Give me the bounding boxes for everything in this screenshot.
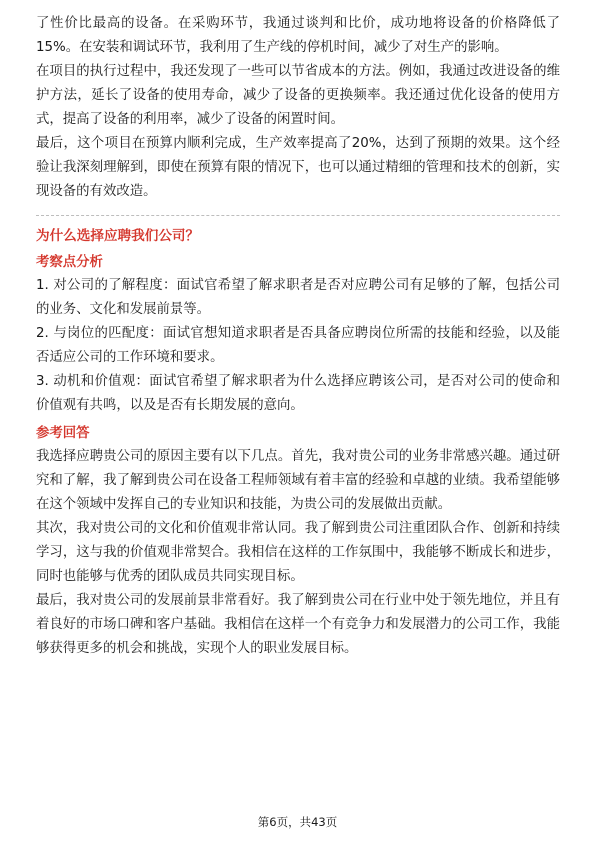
section-divider bbox=[36, 215, 560, 216]
page-footer: 第6页，共43页 bbox=[257, 815, 338, 829]
answer-paragraph-1: 我选择应聘贵公司的原因主要有以下几点。首先，我对贵公司的业务非常感兴趣。通过研究和了解，我了解到贵公司在设备工程师领域有着丰富的经验和卓越的业绩。我希望能够在这个领域中发挥自己的专业知识和技能，为贵公司的发展做出贡献。 bbox=[36, 449, 560, 512]
answer-heading: 参考回答 bbox=[36, 426, 90, 441]
analysis-heading: 考察点分析 bbox=[36, 255, 103, 270]
answer-paragraph-2: 其次，我对贵公司的文化和价值观非常认同。我了解到贵公司注重团队合作、创新和持续学习，这与我的价值观非常契合。我相信在这样的工作氛围中，我能够不断成长和进步，同时也能够与优秀的团队成员共同实现目标。 bbox=[36, 521, 560, 584]
analysis-item-3: 3. 动机和价值观：面试官希望了解求职者为什么选择应聘该公司，是否对公司的使命和价值观有共鸣，以及是否有长期发展的意向。 bbox=[36, 374, 560, 413]
intro-paragraph-3: 最后，这个项目在预算内顺利完成，生产效率提高了20%，达到了预期的效果。这个经验让我深刻理解到，即使在预算有限的情况下，也可以通过精细的管理和技术的创新，实现设备的有效改造。 bbox=[36, 136, 560, 199]
analysis-item-2: 2. 与岗位的匹配度：面试官想知道求职者是否具备应聘岗位所需的技能和经验，以及能否适应公司的工作环境和要求。 bbox=[36, 326, 560, 365]
answer-paragraph-3: 最后，我对贵公司的发展前景非常看好。我了解到贵公司在行业中处于领先地位，并且有着良好的市场口碑和客户基础。我相信在这样一个有竞争力和发展潜力的公司工作，我能够获得更多的机会和挑战，实现个人的职业发展目标。 bbox=[36, 593, 560, 656]
question-title: 为什么选择应聘我们公司？ bbox=[36, 228, 200, 244]
page-content bbox=[36, 12, 560, 661]
analysis-item-1: 1. 对公司的了解程度：面试官希望了解求职者是否对应聘公司有足够的了解，包括公司的业务、文化和发展前景等。 bbox=[36, 278, 560, 317]
intro-paragraph-2: 在项目的执行过程中，我还发现了一些可以节省成本的方法。例如，我通过改进设备的维护方法，延长了设备的使用寿命，减少了设备的更换频率。我还通过优化设备的使用方式，提高了设备的利用率，减少了设备的闲置时间。 bbox=[36, 64, 560, 127]
intro-paragraph-1: 了性价比最高的设备。在采购环节，我通过谈判和比价，成功地将设备的价格降低了15%。在安装和调试环节，我利用了生产线的停机时间，减少了对生产的影响。 bbox=[36, 16, 560, 55]
